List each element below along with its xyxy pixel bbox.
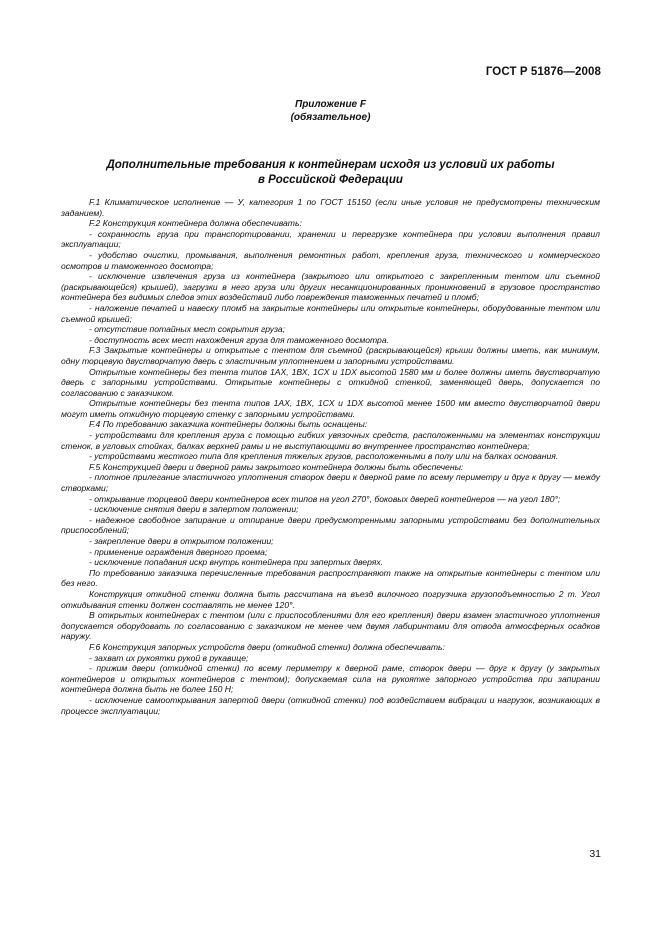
paragraph: Конструкция откидной стенки должна быть рассчитана на въезд вилочного погрузчика грузоподъемностью 2 т. Угол откидывания стенки должен составлять не менее 120°. <box>61 588 600 610</box>
paragraph: - применение ограждения дверного проема; <box>89 546 268 557</box>
paragraph: По требованию заказчика перечисленные требования распространяют также на открытые контейнеры с тентом или без него. <box>61 567 600 589</box>
annex-heading <box>0 98 661 124</box>
paragraph: F.4 По требованию заказчика контейнеры должны быть оснащены: <box>89 419 368 430</box>
paragraph: - исключение самооткрывания запертой двери (откидной стенки) под воздействием вибрации и нагрузок, возникающих в процессе эксплуатации; <box>61 694 600 716</box>
paragraph: - надежное свободное запирание и отпирание двери предусмотренными запорными устройствами без дополнительных приспособлений; <box>61 514 600 536</box>
paragraph: В открытых контейнерах с тентом (или с приспособлениями для его крепления) двери взамен эластичного уплотнения допускается оборудовать по согласованию с заказчиком не менее чем двумя лабиринтами для отвода атмосферных осадков наружу. <box>61 610 600 642</box>
section-title <box>60 158 601 187</box>
paragraph: Открытые контейнеры без тента типов 1АХ, 1ВХ, 1СХ и 1DX высотой менее 1500 мм вместо двустворчатой двери могут иметь откидную торцевую стенку с запорными устройствами. <box>61 398 600 419</box>
section-title-line-1: Дополнительные требования к контейнерам исходя из условий их работы <box>106 159 555 171</box>
paragraph: - исключение попадания искр внутрь контейнера при запертых дверях. <box>89 557 384 568</box>
page-number: 31 <box>589 848 601 860</box>
paragraph: - устройствами для крепления груза с помощью гибких увязочных средств, расположенными на элементах конструкции стенок, в угловых стойках, балках верхней рамы и не выступающими во внутреннее пространство контейнера; <box>61 430 600 451</box>
annex-title: Приложение F <box>295 99 366 110</box>
section-title-line-2: в Российской Федерации <box>258 173 403 186</box>
paragraph: - сохранность груза при транспортировании, хранении и перегрузке контейнера при условии выполнения правил эксплуатации; <box>61 228 600 250</box>
paragraph: - удобство очистки, промывания, выполнения ремонтных работ, крепления груза, технического и коммерческого осмотров и таможенного досмотра; <box>61 249 600 271</box>
paragraph: - открывание торцевой двери контейнеров всех типов на угол 270°, боковых дверей контейнеров — на угол 180°; <box>89 493 561 504</box>
paragraph: - закрепление двери в открытом положении; <box>89 536 274 546</box>
paragraph: - отсутствие потайных мест сокрытия груза; <box>89 324 286 335</box>
annex-status: (обязательное) <box>290 112 371 123</box>
paragraph: F.3 Закрытые контейнеры и открытые с тентом для съемной (раскрывающейся) крыши должны иметь, как минимум, одну торцевую двустворчатую дверь с эластичным уплотнением и запорными устройствами. <box>61 345 600 366</box>
paragraph: - устройствами жесткого типа для крепления тяжелых грузов, расположенными в полу или на балках основания. <box>89 451 559 462</box>
paragraph: - наложение печатей и навеску пломб на закрытые контейнеры или открытые контейнеры, оборудованные тентом или съемной крышей; <box>61 302 600 324</box>
paragraph: - исключение извлечения груза из контейнера (закрытого или открытого с закрепленным тентом или съемной (раскрывающейся) крышей), загрузки в него груза или других несанкционированных проникновений в грузовое пространство контейнера без видимых следов этих воздействий либо повреждения таможенных печатей и пломб; <box>61 271 600 303</box>
paragraph: - исключение снятия двери в запертом положении; <box>89 504 299 515</box>
paragraph: F.6 Конструкция запорных устройств двери (откидной стенки) должна обеспечивать: <box>89 641 445 652</box>
paragraph: F.1 Климатическое исполнение — У, категория 1 по ГОСТ 15150 (если иные условия не предусмотрены техническим заданием). <box>61 197 600 218</box>
paragraph: Открытые контейнеры без тента типов 1АХ, 1ВХ, 1СХ и 1DX высотой 1580 мм и более должны иметь двустворчатую дверь с запорными устройствами. Открытые контейнеры с откидной стенкой, заменяющей дверь, допускается по согласованию с заказчиком. <box>61 366 600 398</box>
paragraph: - плотное прилегание эластичного уплотнения створок двери к дверной раме по всему периметру и друг к другу — между створками; <box>61 472 600 494</box>
document-code: ГОСТ Р 51876—2008 <box>485 66 601 78</box>
paragraph: - доступность всех мест нахождения груза для таможенного досмотра. <box>89 334 390 345</box>
body-text <box>61 197 600 716</box>
paragraph: F.5 Конструкцией двери и дверной рамы закрытого контейнера должны быть обеспечены: <box>89 461 464 472</box>
paragraph: - захват их рукоятки рукой в рукавице; <box>89 652 249 663</box>
paragraph: F.2 Конструкция контейнера должна обеспечивать: <box>89 218 302 229</box>
paragraph: - прижим двери (откидной стенки) по всему периметру к дверной раме, створок двери — друг к другу (у закрытых контейнеров и открытых контейнеров с тентом); допускаемая сила на рукоятке запорного устройства при запирании контейнера должна быть не более 150 Н; <box>61 663 600 695</box>
